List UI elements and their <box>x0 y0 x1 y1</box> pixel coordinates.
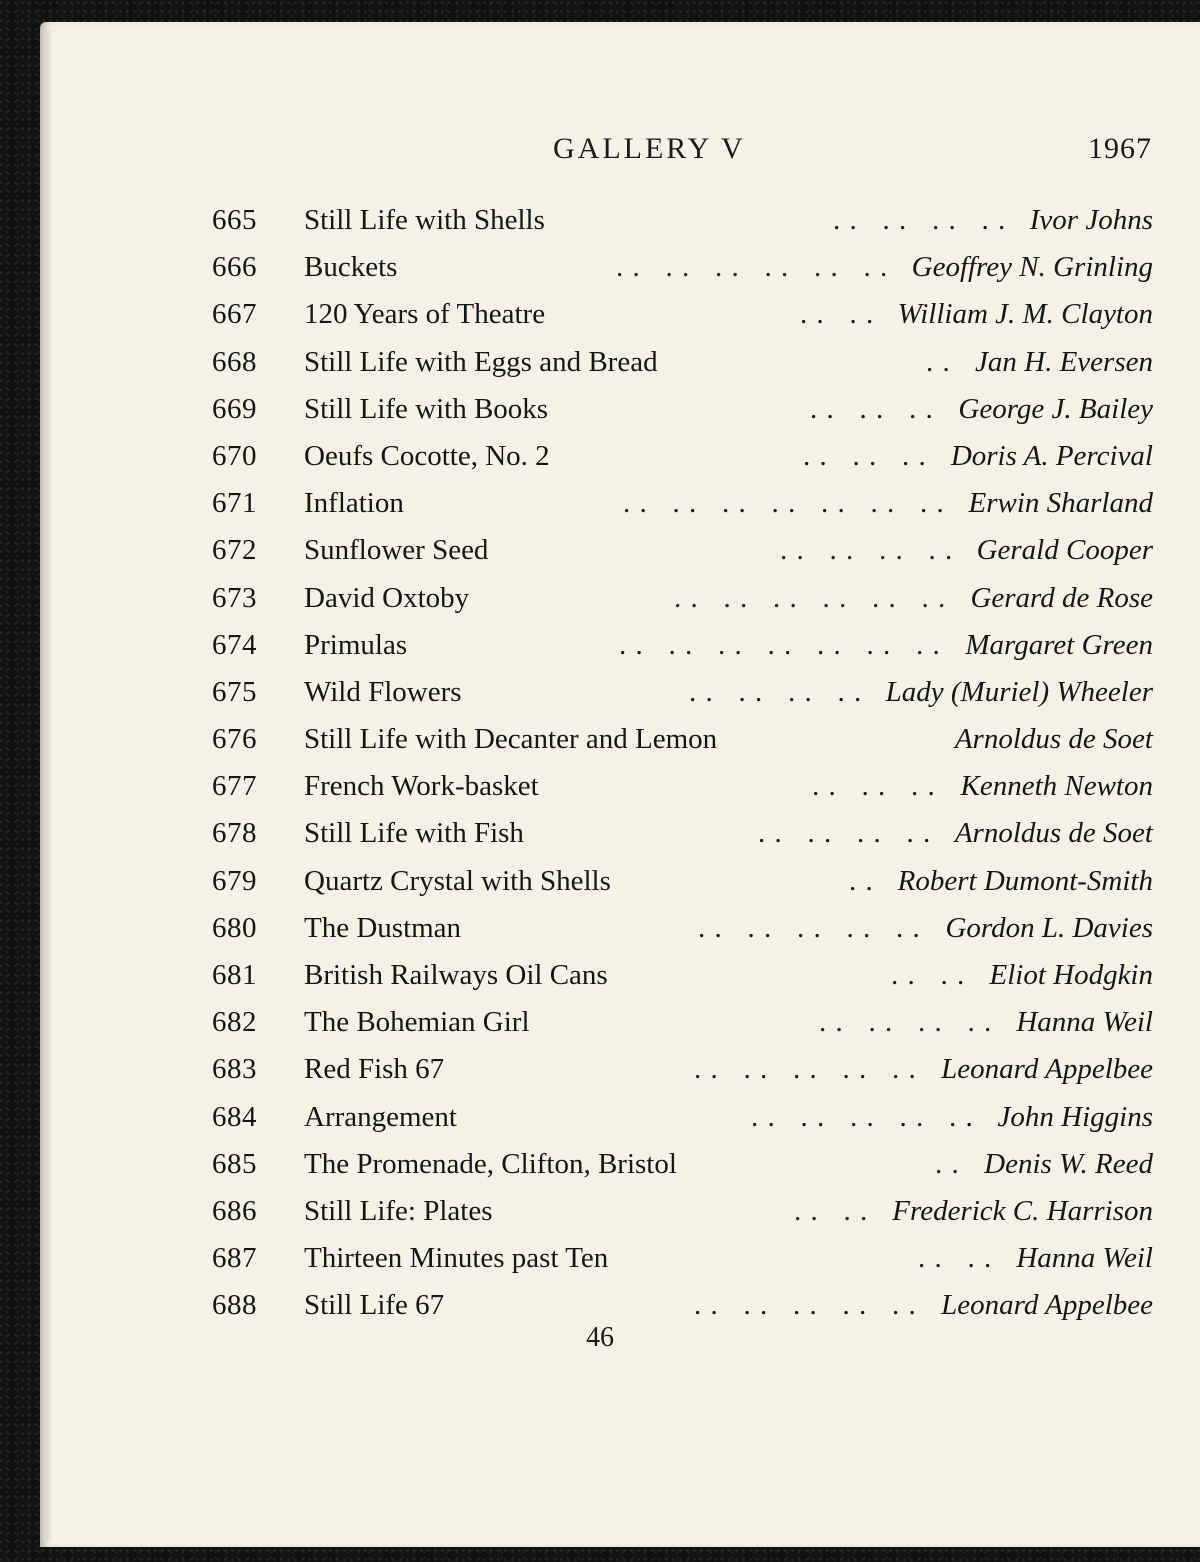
catalogue-entry <box>0 1188 1200 1235</box>
leader-dots: . . . . . . . . . . <box>751 1100 974 1133</box>
entry-title: Sunflower Seed <box>304 534 489 567</box>
catalogue-entry <box>0 763 1200 810</box>
catalogue-entry <box>0 244 1200 291</box>
leader-dots: . . . . . . <box>810 392 934 425</box>
catalogue-entry <box>0 339 1200 386</box>
leader-dots: . . <box>935 1147 960 1180</box>
entry-number: 670 <box>212 439 257 472</box>
entry-number: 688 <box>212 1289 257 1322</box>
entry-title: The Bohemian Girl <box>304 1006 530 1039</box>
leader-dots: . . . . <box>918 1242 993 1275</box>
entry-number: 686 <box>212 1194 257 1227</box>
catalogue-entry <box>0 480 1200 527</box>
catalogue-entry <box>0 1046 1200 1093</box>
entry-artist: Gordon L. Davies <box>939 905 1153 952</box>
leader-dots: . . . . . . . . . . <box>694 1053 917 1086</box>
leader-dots: . . . . <box>800 298 875 331</box>
entry-number: 674 <box>212 628 257 661</box>
leader-dots: . . . . . . . . . . . . . . <box>619 628 941 661</box>
entry-title: Wild Flowers <box>304 675 462 708</box>
catalogue-entry <box>0 1141 1200 1188</box>
entry-number: 687 <box>212 1242 257 1275</box>
catalogue-entry <box>0 622 1200 669</box>
entry-artist: Hanna Weil <box>1010 1235 1153 1282</box>
entry-title: Still Life 67 <box>304 1289 445 1322</box>
catalogue-entry <box>0 433 1200 480</box>
catalogue-entry <box>0 716 1200 763</box>
catalogue-entry <box>0 858 1200 905</box>
entry-title: Red Fish 67 <box>304 1053 445 1086</box>
leader-dots: . . . . . . . . <box>689 675 863 708</box>
leader-dots: . . . . . . . . . . <box>694 1289 917 1322</box>
entry-title: Still Life with Fish <box>304 817 524 850</box>
entry-title: The Dustman <box>304 911 462 944</box>
entry-artist: Gerard de Rose <box>964 575 1153 622</box>
leader-dots: . . . . . . . . . . . . <box>616 251 889 284</box>
entry-number: 671 <box>212 487 257 520</box>
leader-dots: . . . . . . <box>812 770 936 803</box>
catalogue-entry <box>0 905 1200 952</box>
entry-artist: Jan H. Eversen <box>969 339 1153 386</box>
gallery-heading: GALLERY V <box>553 132 746 165</box>
page-number: 46 <box>586 1322 614 1353</box>
entry-number: 667 <box>212 298 257 331</box>
entry-number: 675 <box>212 675 257 708</box>
entry-artist: Leonard Appelbee <box>935 1046 1153 1093</box>
entry-artist: John Higgins <box>992 1094 1153 1141</box>
entry-title: Still Life: Plates <box>304 1194 493 1227</box>
catalogue-entry <box>0 575 1200 622</box>
entry-number: 677 <box>212 770 257 803</box>
entry-artist: Margaret Green <box>959 622 1153 669</box>
entry-title: Still Life with Books <box>304 392 549 425</box>
catalogue-entry <box>0 386 1200 433</box>
leader-dots: . . . . . . <box>803 439 927 472</box>
catalogue-entry <box>0 999 1200 1046</box>
entry-number: 672 <box>212 534 257 567</box>
entry-title: Still Life with Shells <box>304 204 545 236</box>
leader-dots: . . . . . . . . . . <box>698 911 921 944</box>
entry-title: The Promenade, Clifton, Bristol <box>304 1147 677 1180</box>
entry-artist: Leonard Appelbee <box>935 1282 1153 1329</box>
entry-number: 680 <box>212 911 257 944</box>
entry-artist: Arnoldus de Soet <box>949 810 1153 857</box>
entry-title: French Work-basket <box>304 770 539 803</box>
entry-number: 681 <box>212 959 257 991</box>
entry-number: 679 <box>212 864 257 897</box>
entry-artist: Denis W. Reed <box>978 1141 1153 1188</box>
leader-dots: . . . . . . . . . . . . <box>674 581 947 614</box>
entry-number: 666 <box>212 251 257 284</box>
entry-artist: Arnoldus de Soet <box>949 716 1153 763</box>
leader-dots: . . . . . . . . <box>780 534 954 567</box>
catalogue-entry <box>0 669 1200 716</box>
entry-number: 683 <box>212 1053 257 1086</box>
entry-number: 669 <box>212 392 257 425</box>
entry-title: Thirteen Minutes past Ten <box>304 1242 609 1275</box>
leader-dots: . . . . <box>794 1194 869 1227</box>
entry-title: Buckets <box>304 251 398 284</box>
entry-number: 673 <box>212 581 257 614</box>
catalogue-year: 1967 <box>1088 132 1152 165</box>
leader-dots: . . . . . . . . <box>819 1006 993 1039</box>
entry-artist: George J. Bailey <box>952 386 1153 433</box>
entry-title: Still Life with Eggs and Bread <box>304 345 658 378</box>
entry-title: Primulas <box>304 628 408 661</box>
catalogue-entry <box>0 1235 1200 1282</box>
entry-number: 685 <box>212 1147 257 1180</box>
entry-artist: Gerald Cooper <box>971 527 1153 574</box>
catalogue-entry <box>0 952 1200 999</box>
entry-title: Inflation <box>304 487 404 520</box>
running-head <box>0 132 1200 172</box>
entry-artist: Robert Dumont-Smith <box>892 858 1153 905</box>
entry-number: 668 <box>212 345 257 378</box>
leader-dots: . . . . . . . . <box>758 817 932 850</box>
entry-number: 665 <box>212 204 257 236</box>
catalogue-entry <box>0 810 1200 857</box>
entry-number: 682 <box>212 1006 257 1039</box>
catalogue-entry <box>0 197 1200 244</box>
entry-artist: William J. M. Clayton <box>892 291 1153 338</box>
entry-artist: Hanna Weil <box>1010 999 1153 1046</box>
entry-artist: Ivor Johns <box>1024 197 1153 244</box>
entry-title: Oeufs Cocotte, No. 2 <box>304 439 550 472</box>
catalogue-entry <box>0 291 1200 338</box>
entry-number: 676 <box>212 723 257 756</box>
exhibit-list <box>0 197 1200 1330</box>
entry-title: Quartz Crystal with Shells <box>304 864 611 897</box>
leader-dots: . . . . <box>891 959 966 991</box>
entry-artist: Frederick C. Harrison <box>886 1188 1153 1235</box>
entry-artist: Geoffrey N. Grinling <box>906 244 1153 291</box>
catalogue-entry <box>0 1094 1200 1141</box>
leader-dots: . . <box>849 864 874 897</box>
leader-dots: . . . . . . . . <box>833 204 1007 236</box>
entry-number: 678 <box>212 817 257 850</box>
leader-dots: . . . . . . . . . . . . . . <box>623 487 945 520</box>
entry-artist: Lady (Muriel) Wheeler <box>880 669 1153 716</box>
entry-title: 120 Years of Theatre <box>304 298 546 331</box>
entry-artist: Eliot Hodgkin <box>983 952 1153 999</box>
entry-title: British Railways Oil Cans <box>304 959 608 991</box>
entry-title: David Oxtoby <box>304 581 470 614</box>
entry-title: Still Life with Decanter and Lemon <box>304 723 718 756</box>
entry-title: Arrangement <box>304 1100 457 1133</box>
entry-artist: Erwin Sharland <box>963 480 1154 527</box>
entry-artist: Kenneth Newton <box>954 763 1153 810</box>
catalogue-entry <box>0 527 1200 574</box>
entry-artist: Doris A. Percival <box>945 433 1153 480</box>
leader-dots: . . <box>926 345 951 378</box>
entry-number: 684 <box>212 1100 257 1133</box>
